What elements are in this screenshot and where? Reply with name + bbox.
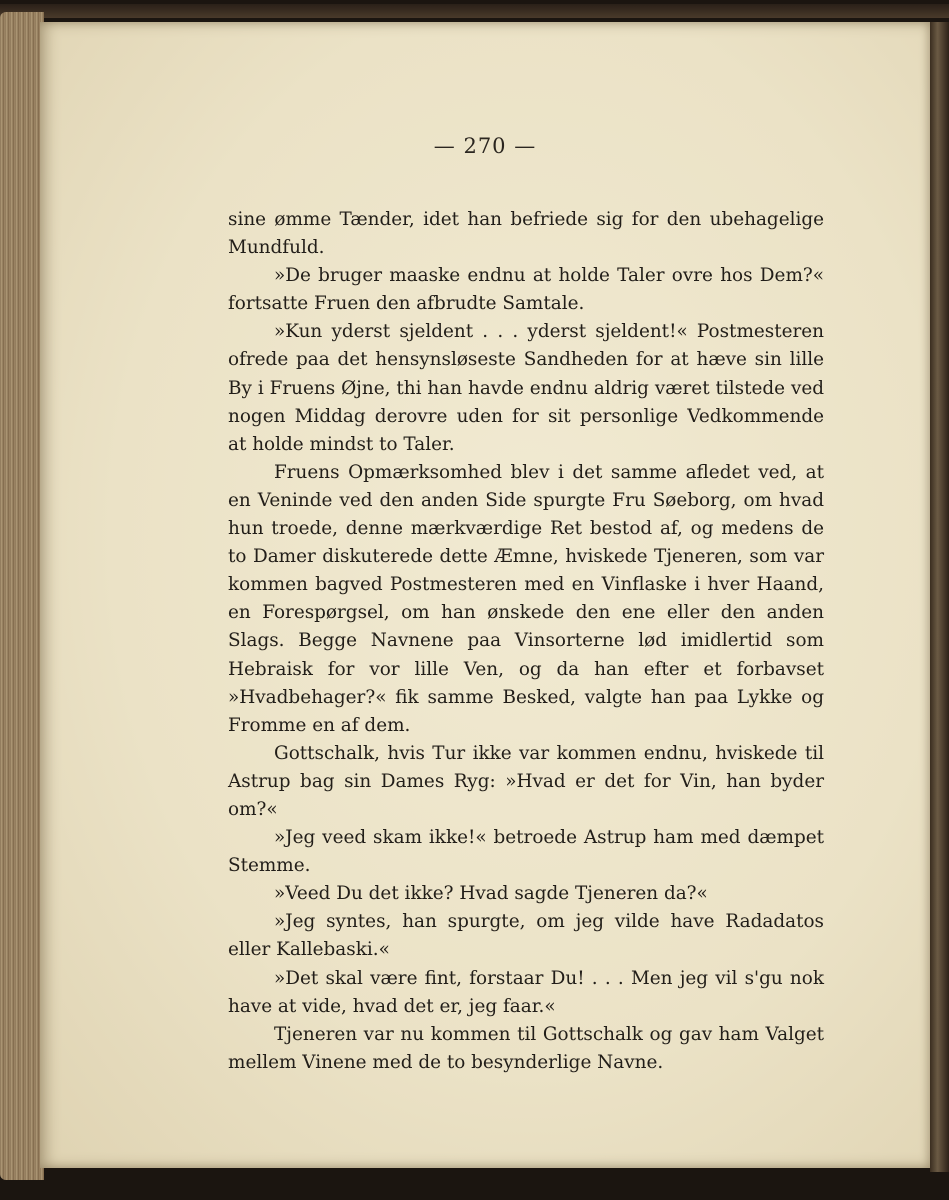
paragraph-9: »Det skal være fint, forstaar Du! . . . Men jeg vil s'gu nok have at vide, hvad det er, jeg faar.«	[228, 967, 824, 1017]
book-page	[40, 22, 930, 1168]
paragraph-10: Tjeneren var nu kommen til Gottschalk og gav ham Valget mellem Vinene med de to besynderlige Navne.	[228, 1023, 824, 1073]
paragraph-5: Gottschalk, hvis Tur ikke var kommen endnu, hviskede til Astrup bag sin Dames Ryg: »Hvad er det for Vin, han byder om?«	[228, 742, 824, 820]
book-right-edge	[930, 22, 949, 1172]
paragraph-6: »Jeg veed skam ikke!« betroede Astrup ham med dæmpet Stemme.	[228, 827, 824, 877]
book-cover-top	[0, 4, 949, 18]
paragraph-1: sine ømme Tænder, idet han befriede sig for den ubehagelige Mundfuld.	[228, 209, 824, 259]
paragraph-2: »De bruger maaske endnu at holde Taler ovre hos Dem?« fortsatte Fruen den afbrudte Samtale.	[228, 265, 824, 315]
paragraph-8: »Jeg syntes, han spurgte, om jeg vilde have Radadatos eller Kallebaski.«	[228, 911, 824, 961]
paragraph-7: »Veed Du det ikke? Hvad sagde Tjeneren da?«	[274, 883, 708, 905]
page-text	[228, 206, 824, 1077]
paragraph-3: »Kun yderst sjeldent . . . yderst sjeldent!« Postmesteren ofrede paa det hensynsløseste Sandheden for at hæve sin lille By i Fruens Øjne, thi han havde endnu aldrig været tilstede ved nogen Middag derovre uden for sit personlige Vedkommende at holde mindst to Taler.	[228, 321, 824, 455]
page-number: — 270 —	[433, 134, 537, 158]
book-page-edges	[0, 12, 44, 1180]
paragraph-4: Fruens Opmærksomhed blev i det samme afledet ved, at en Veninde ved den anden Side spurgte Fru Søeborg, om hvad hun troede, denne mærkværdige Ret bestod af, og medens de to Damer diskuterede dette Æmne, hviskede Tjeneren, som var kommen bagved Postmesteren med en Vinflaske i hver Haand, en Forespørgsel, om han ønskede den ene eller den anden Slags. Begge Navnene paa Vinsorterne lød imidlertid som Hebraisk for vor lille Ven, og da han efter et forbavset »Hvadbehager?« fik samme Besked, valgte han paa Lykke og Fromme en af dem.	[228, 461, 824, 736]
